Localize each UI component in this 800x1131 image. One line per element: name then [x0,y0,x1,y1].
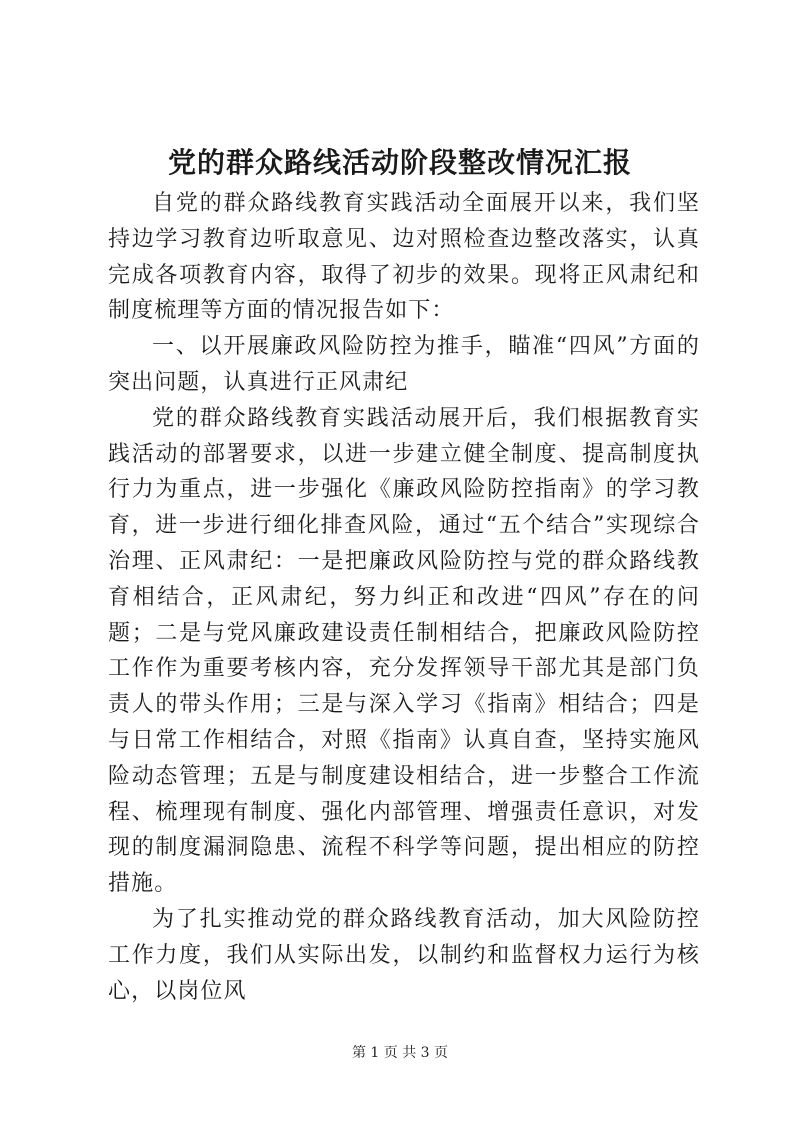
document-body [108,186,700,1009]
paragraph-risk-control: 为了扎实推动党的群众路线教育活动，加大风险防控工作力度，我们从实际出发，以制约和监督权力运行为核心，以岗位风 [108,906,700,1004]
paragraph-intro: 自党的群众路线教育实践活动全面展开以来，我们坚持边学习教育边听取意见、边对照检查边整改落实，认真完成各项教育内容，取得了初步的效果。现将正风肃纪和制度梳理等方面的情况报告如下： [108,191,700,324]
document-title: 党的群众路线活动阶段整改情况汇报 [167,146,632,179]
paragraph-five-combinations: 党的群众路线教育实践活动展开后，我们根据教育实践活动的部署要求，以进一步建立健全制度、提高制度执行力为重点，进一步强化《廉政风险防控指南》的学习教育，进一步进行细化排查风险，通过“五个结合”实现综合治理、正风肃纪：一是把廉政风险防控与党的群众路线教育相结合，正风肃纪，努力纠正和改进“四风”存在的问题；二是与党风廉政建设责任制相结合，把廉政风险防控工作作为重要考核内容，充分发挥领导干部尤其是部门负责人的带头作用；三是与深入学习《指南》相结合；四是与日常工作相结合，对照《指南》认真自查，坚持实施风险动态管理；五是与制度建设相结合，进一步整合工作流程、梳理现有制度、强化内部管理、增强责任意识，对发现的制度漏洞隐患、流程不科学等问题，提出相应的防控措施。 [108,405,700,897]
page-number-footer: 第 1 页 共 3 页 [351,1045,449,1061]
paragraph-section-heading: 一、以开展廉政风险防控为推手，瞄准“四风”方面的突出问题，认真进行正风肃纪 [108,334,700,395]
